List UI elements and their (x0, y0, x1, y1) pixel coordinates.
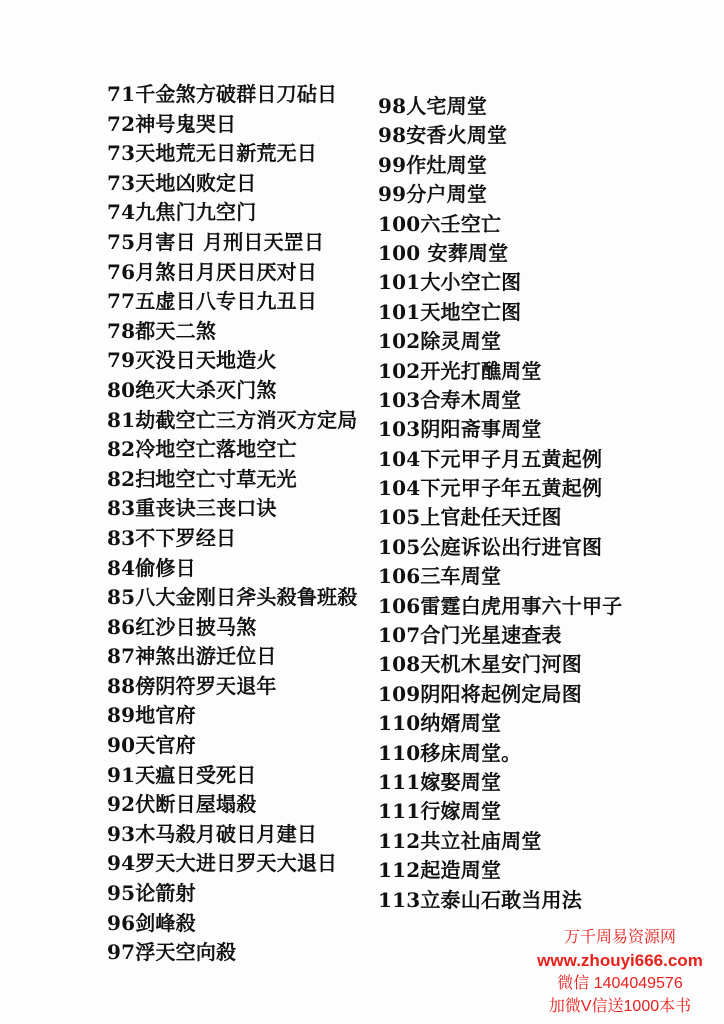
toc-entry: 76月煞日月厌日厌对日 (107, 259, 318, 284)
toc-entry: 95论箭射 (107, 881, 196, 906)
toc-entry: 94罗天大进日罗天大退日 (107, 851, 338, 876)
toc-entry: 73天地荒无日新荒无日 (107, 141, 318, 166)
toc-entry: 104下元甲子月五黄起例 (378, 446, 603, 471)
toc-entry: 102除灵周堂 (378, 329, 502, 354)
toc-entry: 83重丧诀三丧口诀 (107, 496, 277, 521)
toc-entry: 113立泰山石敢当用法 (378, 887, 582, 912)
toc-entry: 78都天二煞 (107, 318, 217, 343)
toc-entry: 71千金煞方破群日刀砧日 (107, 82, 338, 106)
toc-entry: 105上官赴任天迁图 (378, 505, 562, 530)
toc-entry: 111行嫁周堂 (378, 799, 502, 824)
toc-entry: 79灭没日天地造火 (107, 348, 277, 373)
toc-entry: 110移床周堂。 (378, 740, 522, 765)
toc-entry: 99作灶周堂 (378, 152, 488, 177)
toc-entry: 72神号鬼哭日 (107, 111, 237, 136)
toc-entry: 77五虚日八专日九丑日 (107, 289, 318, 314)
toc-entry: 84偷修日 (107, 555, 196, 580)
toc-entry: 81劫截空亡三方消灭方定局 (107, 407, 358, 432)
toc-entry: 88傍阴符罗天退年 (107, 673, 277, 698)
toc-entry: 109阴阳将起例定局图 (378, 681, 582, 706)
toc-entry: 91天瘟日受死日 (107, 762, 257, 787)
toc-entry: 92伏断日屋塌殺 (107, 792, 257, 817)
watermark-promo: 加微V信送1000本书 (548, 998, 692, 1015)
toc-entry: 86红沙日披马煞 (107, 614, 257, 639)
toc-entry: 96剑峰殺 (107, 910, 196, 935)
toc-entry: 80绝灭大杀灭门煞 (107, 377, 277, 402)
toc-entry: 99分户周堂 (378, 182, 488, 207)
toc-entry: 106雷霆白虎用事六十甲子 (378, 593, 623, 618)
toc-entry: 97浮天空向殺 (107, 940, 237, 965)
toc-entry: 89地官府 (107, 703, 196, 728)
toc-entry: 103合寿木周堂 (378, 387, 522, 412)
watermark (520, 926, 720, 1018)
toc-entry: 108天机木星安门河图 (378, 652, 582, 677)
toc-entry: 106三车周堂 (378, 564, 502, 589)
toc-entry: 112共立社庙周堂 (378, 828, 542, 853)
toc-entry: 75月害日 月刑日天罡日 (107, 229, 325, 254)
toc-entry: 90天官府 (107, 733, 196, 758)
toc-entry: 100 安葬周堂 (378, 240, 509, 265)
toc-entry: 85八大金刚日斧头殺鲁班殺 (107, 585, 358, 610)
toc-entry: 105公庭诉讼出行进官图 (378, 534, 603, 559)
toc-entry: 98安香火周堂 (378, 123, 508, 148)
toc-entry: 107合门光星速查表 (378, 623, 562, 648)
toc-entry: 73天地凶败定日 (107, 170, 257, 195)
toc-entry: 103阴阳斋事周堂 (378, 417, 542, 442)
watermark-name: 万千周易资源网 (563, 929, 676, 946)
toc-entry: 82冷地空亡落地空亡 (107, 437, 297, 462)
toc-entry: 112起造周堂 (378, 858, 502, 883)
toc-entry: 101天地空亡图 (378, 299, 522, 324)
toc-entry: 110纳婿周堂 (378, 711, 502, 736)
toc-right-column (378, 92, 622, 915)
toc-entry: 100六壬空亡 (378, 211, 502, 236)
watermark-wechat: 微信 1404049576 (557, 975, 683, 992)
toc-entry: 104下元甲子年五黄起例 (378, 476, 603, 501)
toc-entry: 111嫁娶周堂 (378, 769, 502, 794)
toc-entry: 82扫地空亡寸草无光 (107, 466, 297, 491)
watermark-site: www.zhouyi666.com (537, 951, 703, 970)
toc-entry: 98人宅周堂 (378, 94, 488, 118)
toc-left-column (107, 80, 357, 968)
toc-entry: 93木马殺月破日月建日 (107, 821, 318, 846)
toc-entry: 101大小空亡图 (378, 270, 522, 295)
toc-entry: 87神煞出游迁位日 (107, 644, 277, 669)
toc-entry: 83不下罗经日 (107, 525, 237, 550)
toc-entry: 74九焦门九空门 (107, 200, 257, 225)
toc-entry: 102开光打醮周堂 (378, 358, 542, 383)
